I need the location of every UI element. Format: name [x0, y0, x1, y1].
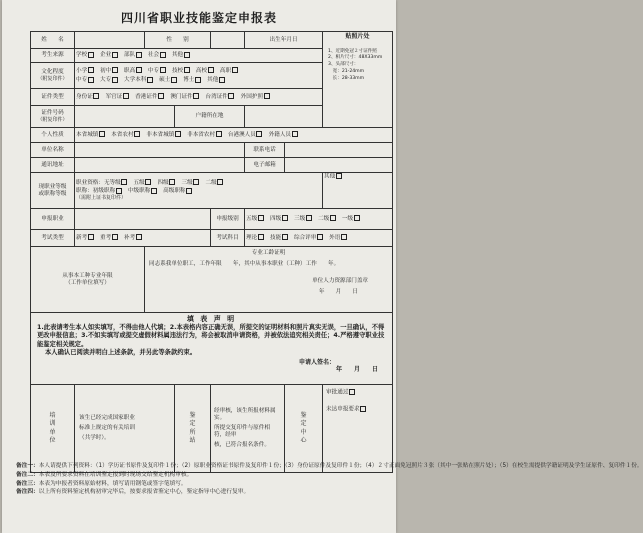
- notes-section: [16, 462, 643, 497]
- unit-label: 单位名称: [31, 143, 75, 158]
- id-type-option[interactable]: 澳门证件: [170, 94, 200, 100]
- name-field[interactable]: [75, 32, 145, 49]
- qualification-option[interactable]: 三级: [182, 180, 201, 186]
- checkbox-icon: [145, 179, 151, 185]
- email-field[interactable]: [285, 158, 393, 173]
- checkbox-icon: [112, 52, 118, 58]
- checkbox-icon: [99, 131, 105, 137]
- subject-option[interactable]: 技能: [270, 235, 289, 241]
- education-options: [75, 63, 323, 89]
- checkbox-icon: [151, 188, 157, 194]
- appraisal-center-result: [323, 385, 393, 473]
- education-option[interactable]: 中专: [76, 77, 95, 83]
- title-option[interactable]: 高级职称: [163, 188, 193, 194]
- id-type-options: [75, 89, 323, 106]
- checkbox-icon: [360, 406, 366, 412]
- work-years-certificate: [145, 247, 393, 313]
- checkbox-icon: [136, 52, 142, 58]
- qualification-option[interactable]: 二级: [206, 180, 225, 186]
- checkbox-icon: [232, 67, 238, 73]
- checkbox-icon: [184, 67, 190, 73]
- checkbox-icon: [330, 215, 336, 221]
- exam-type-option[interactable]: 补考: [124, 235, 143, 241]
- checkbox-icon: [123, 93, 129, 99]
- work-cert-date: 年 月 日: [318, 288, 359, 295]
- photo-requirement: 2、相片尺寸：48X33mm: [328, 55, 383, 61]
- work-cert-seal: 单位人力资源部门盖章: [312, 277, 369, 284]
- checkbox-icon: [88, 52, 94, 58]
- appraisal-station-text: 经审核，该生所报材料属实。 所提交复印件与原件相符，经审 核，已符合报名条件。: [211, 385, 285, 473]
- other-level-cell[interactable]: [323, 173, 393, 209]
- id-type-option[interactable]: 身份证: [76, 94, 101, 100]
- source-options: [75, 49, 323, 63]
- training-unit-label: 培训单位: [31, 385, 75, 473]
- current-level-options: [75, 173, 323, 209]
- subject-option[interactable]: 外语: [329, 235, 348, 241]
- id-type-option[interactable]: 军官证: [106, 94, 131, 100]
- hukou-label: 户籍所在地: [175, 106, 245, 128]
- work-years-label: 从事本工种专业年限 （工作单位填写）: [31, 247, 145, 313]
- id-type-option[interactable]: 香港证件: [135, 94, 165, 100]
- exam-type-label: 考试类型: [31, 230, 75, 247]
- identity-option[interactable]: 外籍人员: [269, 132, 299, 138]
- checkbox-icon: [282, 234, 288, 240]
- checkbox-icon: [306, 215, 312, 221]
- applicant-signature-label: 申请人签名：: [299, 358, 336, 366]
- qualification-option[interactable]: 五级: [134, 180, 153, 186]
- checkbox-icon: [175, 131, 181, 137]
- photo-requirement: 长：28-33mm: [328, 76, 365, 82]
- application-table: [30, 31, 393, 473]
- checkbox-icon: [160, 67, 166, 73]
- id-type-option[interactable]: 外国护照: [241, 94, 271, 100]
- checkbox-icon: [228, 93, 234, 99]
- photo-requirement: 宽：21-24mm: [328, 69, 365, 75]
- education-option[interactable]: 技校: [172, 68, 191, 74]
- education-option[interactable]: 中专: [148, 68, 167, 74]
- checkbox-icon: [171, 77, 177, 83]
- phone-field[interactable]: [285, 143, 393, 158]
- form-title: 四川省职业技能鉴定申报表: [120, 11, 277, 25]
- source-option[interactable]: 其他: [172, 52, 191, 58]
- education-option[interactable]: 职高: [124, 68, 143, 74]
- note-item: 备注二：本表及所要求资料在培训鉴定报到时现场交给鉴定机构审核。: [16, 471, 193, 478]
- checkbox-icon: [354, 215, 360, 221]
- education-option[interactable]: 硕士: [159, 77, 178, 83]
- apply-level-label: 申报级别: [211, 209, 245, 230]
- id-number-label: 证件号码 （附复印件）: [31, 106, 75, 128]
- checkbox-icon: [112, 77, 118, 83]
- apply-level-options: [245, 209, 393, 230]
- unit-field[interactable]: [75, 143, 245, 158]
- id-number-field[interactable]: [75, 106, 175, 128]
- checkbox-icon: [88, 67, 94, 73]
- gender-label: 性 别: [145, 32, 211, 49]
- education-option[interactable]: 小学: [76, 68, 95, 74]
- checkbox-icon: [208, 67, 214, 73]
- hukou-field[interactable]: [245, 106, 323, 128]
- note-item: 备注一：本人请提供下列资料：（1）学历证书原件及复印件１份；（2）原职业资格证书原件及复印件１份；（3）身份证原件及复印件１份；（4）２寸正面免冠照片３张（其中一张贴在照片处）；（5）在校生需提供学籍证明及学生证原件、复印件１份。: [16, 463, 643, 469]
- checkbox-icon: [216, 131, 222, 137]
- checkbox-icon: [112, 67, 118, 73]
- declaration-confirm: 本人确认已阅读并明白上述条款，并另此等条款约束。: [45, 349, 197, 357]
- appraisal-center-label: 鉴定中心: [285, 385, 323, 473]
- checkbox-icon: [160, 52, 166, 58]
- checkbox-icon: [193, 179, 199, 185]
- checkbox-icon: [258, 234, 264, 240]
- note-item: 备注三：本表为申报者资料原始材料，填写请用钢笔或签字笔填写。: [16, 480, 187, 487]
- checkbox-icon: [217, 179, 223, 185]
- exam-type-option[interactable]: 重考: [100, 235, 119, 241]
- level-option[interactable]: 一级: [342, 216, 361, 222]
- name-label: 姓 名: [31, 32, 75, 49]
- exam-type-options: [75, 230, 211, 247]
- address-field[interactable]: [75, 158, 245, 173]
- application-form-sheet: [2, 0, 643, 533]
- apply-job-label: 申报职业: [31, 209, 75, 230]
- apply-job-field[interactable]: [75, 209, 211, 230]
- level-option[interactable]: 四级: [270, 216, 289, 222]
- checkbox-icon: [264, 93, 270, 99]
- level-option[interactable]: 二级: [318, 216, 337, 222]
- work-cert-title: 专业工龄证明: [251, 250, 286, 256]
- level-option[interactable]: 三级: [294, 216, 313, 222]
- checkbox-icon: [158, 93, 164, 99]
- checkbox-icon: [317, 234, 323, 240]
- identity-options: [75, 128, 393, 143]
- checkbox-icon: [219, 77, 225, 83]
- id-type-option[interactable]: 台湾证件: [206, 94, 236, 100]
- signature-date: 年 月 日: [336, 366, 379, 374]
- checkbox-icon: [134, 131, 140, 137]
- declaration-title: 填 表 声 明: [186, 315, 237, 323]
- checkbox-icon: [169, 179, 175, 185]
- other-level-label: 其他: [324, 173, 336, 180]
- education-option[interactable]: 博士: [183, 77, 202, 83]
- note-item: 备注四：以上所有资料鉴定机构初审完毕后，按要求报省鉴定中心，鉴定指导中心进行复审。: [16, 489, 250, 496]
- approval-fail-option[interactable]: 未达申报要求: [326, 406, 389, 413]
- checkbox-icon: [93, 93, 99, 99]
- checkbox-icon: [88, 77, 94, 83]
- checkbox-icon: [193, 93, 199, 99]
- checkbox-icon: [121, 179, 127, 185]
- checkbox-icon: [341, 234, 347, 240]
- checkbox-icon: [184, 52, 190, 58]
- checkbox-icon: [258, 215, 264, 221]
- photo-area: [323, 32, 393, 128]
- education-option[interactable]: 高职: [220, 68, 239, 74]
- photo-requirement: 3、头部尺寸：: [328, 62, 359, 68]
- level-option[interactable]: 五级: [246, 216, 265, 222]
- source-option[interactable]: 社会: [148, 52, 167, 58]
- gender-field[interactable]: [211, 32, 245, 49]
- identity-option[interactable]: 本省农村: [111, 132, 141, 138]
- checkbox-icon: [116, 188, 122, 194]
- birthdate-label: 出生年月日: [245, 32, 323, 49]
- source-label: 考生来源: [31, 49, 75, 63]
- work-cert-text: 同志系我单位职工，工作年限 年，其中从事本职业（工种）工作 年。: [149, 260, 340, 267]
- checkbox-icon: [136, 67, 142, 73]
- identity-option[interactable]: 本省城镇: [76, 132, 106, 138]
- exam-subject-label: 考试科目: [211, 230, 245, 247]
- checkbox-icon: [88, 234, 94, 240]
- source-option[interactable]: 学校: [76, 52, 95, 58]
- education-option[interactable]: 其他: [207, 77, 226, 83]
- photo-title: 贴照片处: [345, 33, 370, 40]
- checkbox-icon: [349, 389, 355, 395]
- checkbox-icon: [147, 77, 153, 83]
- subject-option[interactable]: 综合评审: [294, 235, 324, 241]
- identity-label: 个人性质: [31, 128, 75, 143]
- qualification-option[interactable]: 四级: [158, 180, 177, 186]
- checkbox-icon: [112, 234, 118, 240]
- current-level-label: 现职业等级 或职称等级: [31, 173, 75, 209]
- approval-pass-option[interactable]: 审批通过: [326, 389, 389, 396]
- checkbox-icon: [256, 131, 262, 137]
- appraisal-station-label: 鉴定所站: [175, 385, 211, 473]
- training-unit-text: 该生已经完成国家职业 标准上规定的有关培训 （共学时）。: [75, 385, 175, 473]
- checkbox-icon[interactable]: [336, 173, 342, 179]
- identity-option[interactable]: 台港澳人员: [228, 132, 264, 138]
- phone-label: 联系电话: [245, 143, 285, 158]
- checkbox-icon: [136, 234, 142, 240]
- photo-requirement: 1、近期免冠２寸证件照: [328, 48, 377, 54]
- education-option[interactable]: 高校: [196, 68, 215, 74]
- subject-option[interactable]: 理论: [246, 235, 265, 241]
- checkbox-icon: [282, 215, 288, 221]
- checkbox-icon: [186, 188, 192, 194]
- exam-type-option[interactable]: 新考: [76, 235, 95, 241]
- education-label: 文化程度 （附复印件）: [31, 63, 75, 89]
- certificate-note: （需附上证书复印件）: [76, 195, 127, 202]
- title-option[interactable]: 中级职称: [128, 188, 158, 194]
- exam-subject-options: [245, 230, 393, 247]
- identity-option[interactable]: 非本省城镇: [146, 132, 182, 138]
- email-label: 电子邮箱: [245, 158, 285, 173]
- address-label: 通讯地址: [31, 158, 75, 173]
- title-option[interactable]: 职称：初级职称: [76, 188, 123, 194]
- declaration-section: [31, 313, 393, 385]
- source-option[interactable]: 部队: [124, 52, 143, 58]
- identity-option[interactable]: 非本省农村: [187, 132, 223, 138]
- education-option[interactable]: 初中: [100, 68, 119, 74]
- education-option[interactable]: 大专: [100, 77, 119, 83]
- declaration-text: 1.此表请考生本人如实填写，不得由他人代填；2.本表格内容正确无误，所提交的证明材料和照片真实无误，一旦确认，不得更改申报信息；3.不如实填写或提交虚假材料属违法行为，将会被取消申请资格，并被依法追究相关责任；4.严格遵守职业技能鉴定相关规定。: [37, 323, 385, 348]
- source-option[interactable]: 企业: [100, 52, 119, 58]
- qualification-option[interactable]: 职业资格：无等级: [76, 180, 129, 186]
- checkbox-icon: [195, 77, 201, 83]
- id-type-label: 证件类型: [31, 89, 75, 106]
- education-option[interactable]: 大学本科: [124, 77, 154, 83]
- checkbox-icon: [292, 131, 298, 137]
